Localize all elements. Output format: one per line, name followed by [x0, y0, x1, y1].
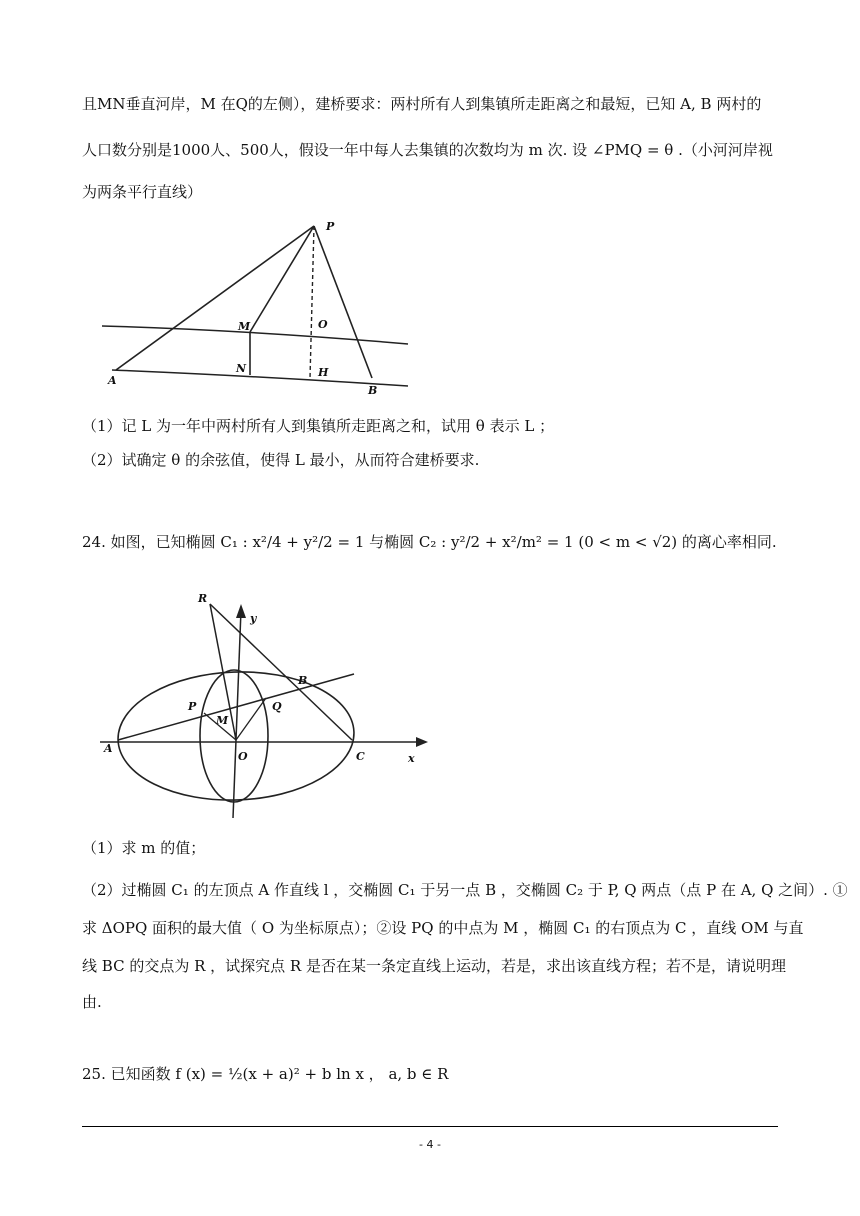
label-x: x [408, 752, 415, 765]
q24-part2-line3: 线 BC 的交点为 R ，试探究点 R 是否在某一条定直线上运动，若是，求出该直线方程；若不是，请说明理 [82, 957, 786, 975]
label-B2: B [298, 674, 308, 687]
label-B: B [368, 384, 378, 397]
label-y: y [250, 612, 257, 625]
q24-part1: （1）求 m 的值； [82, 839, 206, 857]
label-C: C [356, 750, 365, 763]
label-M: M [238, 320, 251, 333]
q23-part2: （2）试确定 θ 的余弦值，使得 L 最小，从而符合建桥要求. [82, 451, 480, 469]
label-R: R [198, 592, 208, 605]
label-M2: M [216, 714, 229, 727]
q24-part2-line2: 求 ΔOPQ 面积的最大值（ O 为坐标原点）；②设 PQ 的中点为 M ，椭圆 C₁ 的右顶点为 C ，直线 OM 与直 [82, 919, 804, 937]
bridge-diagram [96, 214, 416, 398]
label-Q: Q [272, 700, 282, 713]
ellipse-diagram [100, 586, 440, 822]
label-A: A [108, 374, 117, 387]
label-O2: O [238, 750, 248, 763]
q25-heading: 25. 已知函数 f (x) = ½(x + a)² + b ln x ， a, b ∈ R [82, 1065, 449, 1083]
text-line-3: 为两条平行直线） [82, 183, 203, 201]
page-number: - 4 - [419, 1138, 441, 1151]
q23-part1: （1）记 L 为一年中两村所有人到集镇所走距离之和，试用 θ 表示 L ； [82, 417, 555, 435]
label-P: P [326, 220, 335, 233]
text-line-1: 且MN垂直河岸，M 在Q的左侧），建桥要求：两村所有人到集镇所走距离之和最短，已知 A, B 两村的 [82, 95, 762, 113]
label-A2: A [104, 742, 113, 755]
label-O: O [318, 318, 328, 331]
label-N: N [236, 362, 247, 375]
text-line-2: 人口数分别是1000人、500人，假设一年中每人去集镇的次数均为 m 次. 设 ∠PMQ = θ .（小河河岸视 [82, 141, 773, 159]
q24-part2-line1: （2）过椭圆 C₁ 的左顶点 A 作直线 l ，交椭圆 C₁ 于另一点 B ，交椭圆 C₂ 于 P, Q 两点（点 P 在 A, Q 之间）. ① [82, 881, 848, 899]
label-P2: P [188, 700, 197, 713]
label-H: H [318, 366, 329, 379]
footer-rule [82, 1126, 778, 1127]
q24-part2-line4: 由. [82, 993, 102, 1011]
q24-heading: 24. 如图，已知椭圆 C₁ : x²/4 + y²/2 = 1 与椭圆 C₂ : y²/2 + x²/m² = 1 (0 < m < √2) 的离心率相同. [82, 533, 777, 551]
